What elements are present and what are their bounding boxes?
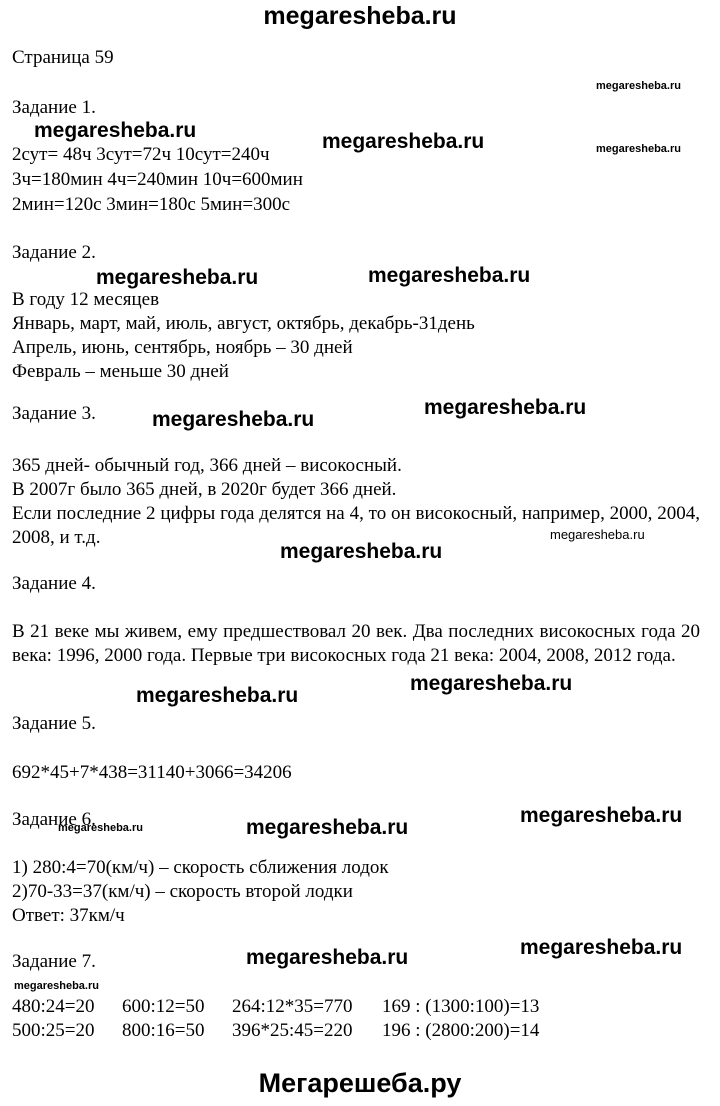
task-4-paragraph: В 21 веке мы живем, ему предшествовал 20 век. Два последних високосных года 20 века: 1996, 2000 года. Первые три високосных года 21 века: 2004, 2008, 2012 года. [12, 621, 700, 666]
task-6-title: Задание 6. [12, 809, 96, 830]
watermark: megaresheba.ru [520, 936, 683, 959]
task-7-row [0, 1020, 720, 1044]
task-1-line: 2мин=120с 3мин=180с 5мин=300с [12, 194, 291, 215]
task-5-title: Задание 5. [12, 713, 96, 734]
watermark: megaresheba.ru [152, 408, 315, 431]
task-1-line: 3ч=180мин 4ч=240мин 10ч=600мин [12, 169, 303, 190]
task-7-cell: 500:25=20 [12, 1020, 95, 1041]
task-7-cell: 169 : (1300:100)=13 [382, 996, 540, 1017]
watermark: megaresheba.ru [368, 264, 531, 287]
task-1-title: Задание 1. [12, 97, 96, 118]
watermark: megaresheba.ru [246, 816, 409, 839]
task-1-line: 2сут= 48ч 3сут=72ч 10сут=240ч [12, 144, 270, 165]
watermark: megaresheba.ru [14, 980, 99, 992]
page-label: Страница 59 [12, 47, 114, 68]
task-7-cell: 600:12=50 [122, 996, 205, 1017]
watermark: megaresheba.ru [410, 672, 573, 695]
task-2-line: Январь, март, май, июль, август, октябрь, декабрь-31день [12, 313, 475, 334]
task-6-line: 1) 280:4=70(км/ч) – скорость сближения лодок [12, 857, 389, 878]
watermark: megaresheba.ru [280, 540, 443, 563]
watermark: megaresheba.ru [596, 80, 681, 92]
watermark: megaresheba.ru [96, 266, 259, 289]
watermark: megaresheba.ru [520, 804, 683, 827]
task-2-line: Февраль – меньше 30 дней [12, 361, 229, 382]
watermark: megaresheba.ru [34, 119, 197, 142]
task-7-cell: 264:12*35=770 [232, 996, 353, 1017]
task-7-cell: 396*25:45=220 [232, 1020, 353, 1041]
task-2-line: Апрель, июнь, сентябрь, ноябрь – 30 дней [12, 337, 353, 358]
task-7-cell: 196 : (2800:200)=14 [382, 1020, 540, 1041]
watermark: megaresheba.ru [58, 822, 143, 834]
watermark: megaresheba.ru [246, 946, 409, 969]
site-header: megaresheba.ru [263, 2, 457, 30]
watermark: megaresheba.ru [136, 684, 299, 707]
watermark: megaresheba.ru [596, 143, 681, 155]
task-7-cell: 800:16=50 [122, 1020, 205, 1041]
task-3-line: В 2007г было 365 дней, в 2020г будет 366 дней. [12, 479, 397, 500]
site-footer: Мегарешеба.ру [258, 1068, 462, 1098]
task-3-title: Задание 3. [12, 403, 96, 424]
task-5-line: 692*45+7*438=31140+3066=34206 [12, 762, 292, 783]
task-3-line: 365 дней- обычный год, 366 дней – високосный. [12, 455, 402, 476]
task-6-line: 2)70-33=37(км/ч) – скорость второй лодки [12, 881, 353, 902]
watermark: megaresheba.ru [424, 396, 587, 419]
task-6-line: Ответ: 37км/ч [12, 905, 125, 926]
task-2-title: Задание 2. [12, 242, 96, 263]
task-2-line: В году 12 месяцев [12, 289, 160, 310]
task-3-paragraph: Если последние 2 цифры года делятся на 4, то он високосный, например, 2000, 2004, 2008, и т.д. [12, 503, 700, 548]
watermark: megaresheba.ru [550, 527, 645, 542]
task-7-title: Задание 7. [12, 951, 96, 972]
watermark: megaresheba.ru [322, 130, 485, 153]
task-7-row [0, 996, 720, 1020]
task-7-cell: 480:24=20 [12, 996, 95, 1017]
task-4-title: Задание 4. [12, 573, 96, 594]
